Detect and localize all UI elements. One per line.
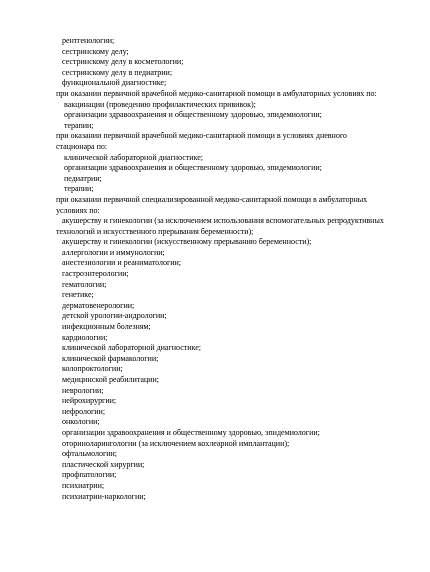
list-item-line: детской урологии-андрологии; <box>62 311 167 321</box>
list-item-line: вакцинации (проведению профилактических прививок); <box>64 99 256 109</box>
section-heading-line: при оказании первичной врачебной медико-санитарной помощи в амбулаторных условиях по: <box>56 88 377 98</box>
list-item-line: гематологии; <box>62 279 107 289</box>
continuation-line: условиях по: <box>56 205 100 215</box>
list-item-line: неврологии; <box>62 385 104 395</box>
list-item-line: нейрохирургии; <box>62 396 117 406</box>
list-item-line: организации здравоохранения и общественному здоровью, эпидемиологии; <box>64 163 322 173</box>
list-item-line: гастроэнтерологии; <box>62 269 129 279</box>
list-item-line: аллергологии и иммунологии; <box>62 247 165 257</box>
section-heading-line: при оказании первичной специализированной медико-санитарной помощи в амбулаторных <box>56 194 368 204</box>
list-item-line: психиатрии; <box>62 480 105 490</box>
list-item-line: терапии; <box>64 184 94 194</box>
list-item-line: колопроктологии; <box>62 364 123 374</box>
list-item-line: сестринскому делу в педиатрии; <box>62 67 173 77</box>
list-item-line: организации здравоохранения и общественному здоровью, эпидемиологии; <box>64 110 322 120</box>
list-item-line: сестринскому делу в косметологии; <box>62 57 184 67</box>
list-item-line: акушерству и гинекологии (искусственному прерыванию беременности); <box>62 237 312 247</box>
continuation-line: стационара по: <box>56 141 108 151</box>
list-item-line: онкологии; <box>62 417 100 427</box>
license-activity-list <box>0 36 430 502</box>
continuation-line: технологий и искусственного прерывания беременности); <box>56 226 254 236</box>
list-item-line: инфекционным болезням; <box>62 322 151 332</box>
list-item-line: генетике; <box>62 290 94 300</box>
list-item-line: клинической фармакологии; <box>62 353 159 363</box>
list-item-line: нефрологии; <box>62 406 106 416</box>
list-item-line: профпатологии; <box>62 470 117 480</box>
list-item-line: клинической лабораторной диагностике; <box>64 152 203 162</box>
list-item-line: сестринскому делу; <box>62 46 129 56</box>
list-item-line: рентгенологии; <box>62 36 115 45</box>
section-heading-line: при оказании первичной врачебной медико-санитарной помощи в условиях дневного <box>56 131 347 141</box>
list-item-line: психиатрии-наркологии; <box>62 491 146 501</box>
list-item-line: дерматовенерологии; <box>62 300 135 310</box>
list-item-line: функциональной диагностике; <box>62 78 167 88</box>
list-item-line: медицинской реабилитации; <box>62 375 159 384</box>
list-item-line: педиатрии; <box>64 173 102 183</box>
list-item-line: терапии; <box>64 120 94 130</box>
list-item-line: акушерству и гинекологии (за исключением использования вспомогательных репродуктивных <box>62 216 384 226</box>
list-item-line: организации здравоохранения и общественному здоровью, эпидемиологии; <box>62 427 320 437</box>
list-item-line: анестезиологии и реаниматологии; <box>62 258 181 268</box>
list-item-line: кардиологии; <box>62 332 108 342</box>
list-item-line: офтальмологии; <box>62 449 118 459</box>
list-item-line: пластической хирургии; <box>62 459 145 469</box>
list-item-line: оториноларингологии (за исключением кохлеарной имплантации); <box>62 438 290 448</box>
list-item-line: клинической лабораторной диагностике; <box>62 343 201 353</box>
